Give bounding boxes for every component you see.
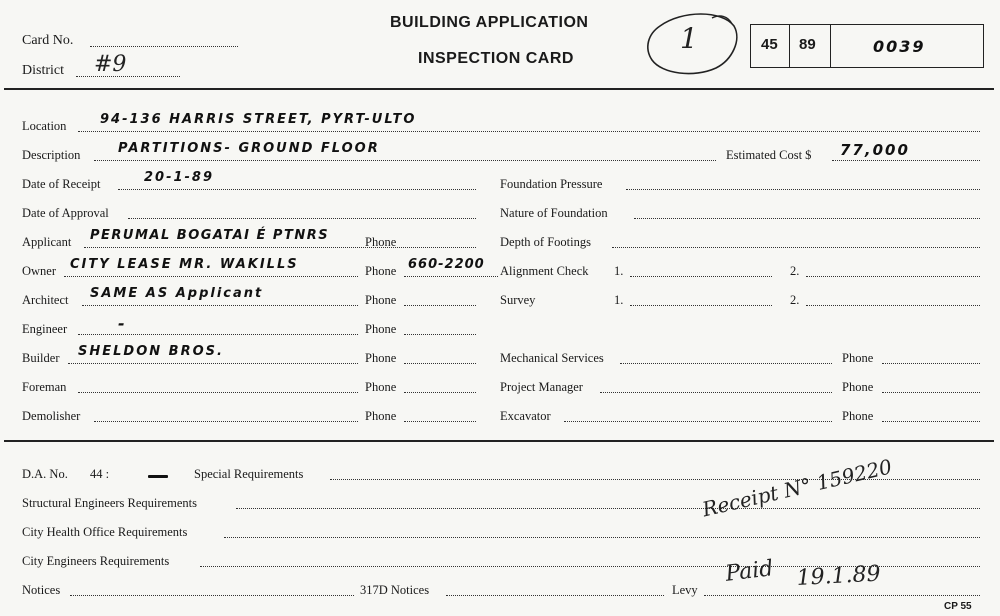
foreman-label: Foreman <box>22 380 67 394</box>
architect-phone-label: Phone <box>365 293 397 307</box>
estimated-cost-label: Estimated Cost $ <box>726 148 812 162</box>
nature-of-foundation-label: Nature of Foundation <box>500 206 608 220</box>
builder-label: Builder <box>22 351 60 365</box>
foreman-phone-label: Phone <box>365 380 397 394</box>
levy-label: Levy <box>672 583 698 597</box>
engineer-phone-label: Phone <box>365 322 397 336</box>
location-value: 94-136 HARRIS STREET, PYRT-ULTO <box>100 112 417 127</box>
notices-317d-line <box>446 595 664 596</box>
date-of-approval-label: Date of Approval <box>22 206 109 220</box>
structural-requirements-line <box>236 508 980 509</box>
ref-box-3-value: 0039 <box>873 37 926 56</box>
engineer-phone-line <box>404 334 476 335</box>
receipt-annotation: Receipt N° 159220 <box>700 454 895 522</box>
owner-line <box>64 276 358 277</box>
da-no-dash <box>148 475 168 478</box>
estimated-cost-value: 77,000 <box>840 141 910 159</box>
builder-line <box>68 363 358 364</box>
builder-phone-line <box>404 363 476 364</box>
paid-date-annotation: 19.1.89 <box>796 561 882 591</box>
project-manager-label: Project Manager <box>500 380 583 394</box>
ref-box-2-value: 89 <box>799 36 816 53</box>
alignment-check-num-2: 2. <box>790 264 800 278</box>
excavator-phone-label: Phone <box>842 409 874 423</box>
date-of-receipt-value: 20-1-89 <box>144 170 215 185</box>
notices-317d-label: 317D Notices <box>360 583 430 597</box>
card-no-line <box>90 46 238 47</box>
mechanical-services-phone-label: Phone <box>842 351 874 365</box>
demolisher-label: Demolisher <box>22 409 81 423</box>
notices-line <box>70 595 354 596</box>
applicant-value: PERUMAL BOGATAI É PTNRS <box>90 228 330 243</box>
engineer-line <box>78 334 358 335</box>
alignment-check-label: Alignment Check <box>500 264 589 278</box>
engineer-value: - <box>118 314 127 333</box>
applicant-line <box>84 247 476 248</box>
alignment-check-line-2 <box>806 276 980 277</box>
foreman-phone-line <box>404 392 476 393</box>
excavator-line <box>564 421 832 422</box>
date-of-approval-line <box>128 218 476 219</box>
title-line-1: BUILDING APPLICATION <box>390 14 589 31</box>
ref-box-3 <box>830 24 984 68</box>
owner-phone-label: Phone <box>365 264 397 278</box>
description-line <box>94 160 716 161</box>
owner-value: CITY LEASE MR. WAKILLS <box>70 257 299 272</box>
owner-phone-value: 660-2200 <box>408 257 485 272</box>
demolisher-phone-label: Phone <box>365 409 397 423</box>
description-value: PARTITIONS- GROUND FLOOR <box>118 141 380 156</box>
survey-num-1: 1. <box>614 293 624 307</box>
demolisher-phone-line <box>404 421 476 422</box>
paid-annotation: Paid <box>724 556 775 587</box>
district-line <box>76 76 180 77</box>
alignment-check-line-1 <box>630 276 772 277</box>
survey-label: Survey <box>500 293 536 307</box>
mechanical-services-label: Mechanical Services <box>500 351 604 365</box>
structural-requirements-label: Structural Engineers Requirements <box>22 496 197 510</box>
ref-box-2 <box>789 24 831 68</box>
ref-box-1 <box>750 24 790 68</box>
ref-box-1-value: 45 <box>761 36 778 53</box>
circled-number: 1 <box>680 22 698 55</box>
builder-phone-label: Phone <box>365 351 397 365</box>
project-manager-phone-line <box>882 392 980 393</box>
owner-label: Owner <box>22 264 57 278</box>
survey-num-2: 2. <box>790 293 800 307</box>
special-requirements-label: Special Requirements <box>194 467 304 481</box>
district-label: District <box>22 63 64 78</box>
middle-divider <box>4 440 994 442</box>
nature-of-foundation-line <box>634 218 980 219</box>
mechanical-services-phone-line <box>882 363 980 364</box>
foundation-pressure-label: Foundation Pressure <box>500 177 603 191</box>
location-label: Location <box>22 119 67 133</box>
form-code: CP 55 <box>944 601 972 612</box>
alignment-check-num-1: 1. <box>614 264 624 278</box>
architect-line <box>82 305 358 306</box>
foundation-pressure-line <box>626 189 980 190</box>
card-no-label: Card No. <box>22 33 74 48</box>
depth-of-footings-line <box>612 247 980 248</box>
estimated-cost-line <box>832 160 980 161</box>
engineers-requirements-label: City Engineers Requirements <box>22 554 170 568</box>
levy-line <box>704 595 980 596</box>
demolisher-line <box>94 421 358 422</box>
excavator-phone-line <box>882 421 980 422</box>
notices-label: Notices <box>22 583 61 597</box>
depth-of-footings-label: Depth of Footings <box>500 235 591 249</box>
da-no-value: 44 : <box>90 467 110 481</box>
applicant-phone-label: Phone <box>365 235 397 249</box>
health-requirements-label: City Health Office Requirements <box>22 525 188 539</box>
engineer-label: Engineer <box>22 322 68 336</box>
architect-label: Architect <box>22 293 69 307</box>
project-manager-line <box>600 392 832 393</box>
project-manager-phone-label: Phone <box>842 380 874 394</box>
builder-value: SHELDON BROS. <box>78 344 224 359</box>
foreman-line <box>78 392 358 393</box>
district-value: #9 <box>94 52 127 77</box>
excavator-label: Excavator <box>500 409 551 423</box>
architect-phone-line <box>404 305 476 306</box>
architect-value: SAME AS Applicant <box>90 286 264 301</box>
title-line-2: INSPECTION CARD <box>418 50 574 67</box>
mechanical-services-line <box>620 363 832 364</box>
location-line <box>78 131 980 132</box>
date-of-receipt-line <box>118 189 476 190</box>
owner-phone-line <box>404 276 498 277</box>
survey-line-2 <box>806 305 980 306</box>
applicant-label: Applicant <box>22 235 72 249</box>
top-divider <box>4 88 994 90</box>
health-requirements-line <box>224 537 980 538</box>
da-no-label: D.A. No. <box>22 467 68 481</box>
description-label: Description <box>22 148 81 162</box>
date-of-receipt-label: Date of Receipt <box>22 177 101 191</box>
survey-line-1 <box>630 305 772 306</box>
